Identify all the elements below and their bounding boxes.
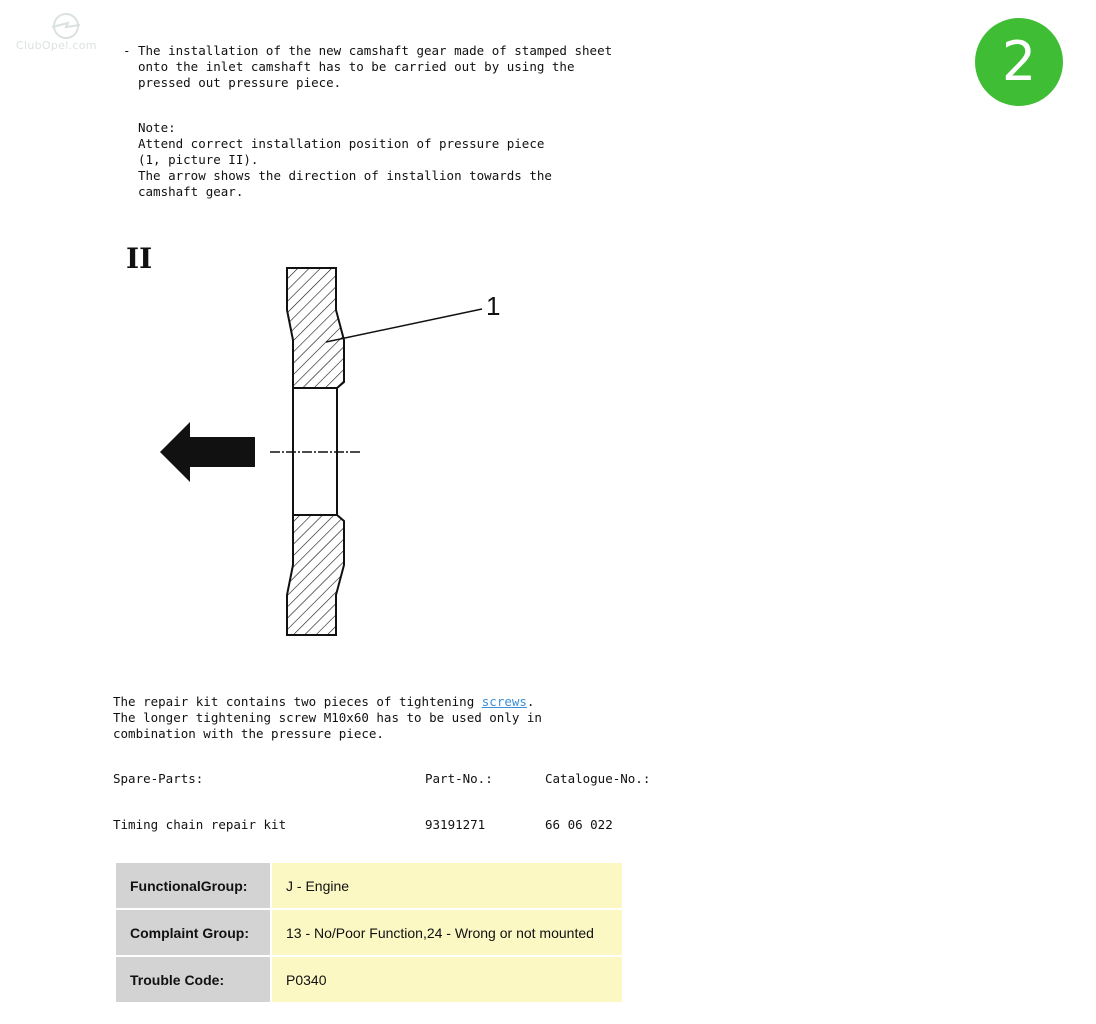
note-line-4: camshaft gear. (138, 184, 244, 199)
pressure-piece-lower-section (287, 515, 344, 635)
callout-leader-line (326, 309, 482, 342)
pressure-piece-upper-section (287, 268, 344, 388)
repair-kit-line-1 (113, 694, 534, 710)
part-no-header: Part-No.: (425, 771, 493, 786)
catalogue-no-header: Catalogue-No.: (545, 771, 651, 786)
opel-logo-icon (16, 12, 116, 42)
note-line-3: The arrow shows the direction of installion towards the (138, 168, 552, 183)
spare-parts-header: Spare-Parts: (113, 771, 204, 786)
table-row (116, 863, 622, 908)
callout-number: 1 (486, 291, 501, 321)
step-number-badge: 2 (975, 18, 1063, 106)
screws-link[interactable]: screws (481, 694, 527, 709)
bullet-dash: - (123, 43, 131, 58)
clubopel-watermark (16, 12, 116, 56)
classification-table (114, 861, 624, 1004)
complaint-group-value: 13 - No/Poor Function,24 - Wrong or not mounted (272, 910, 622, 955)
repair-kit-line-1-end: . (526, 694, 535, 709)
trouble-code-label: Trouble Code: (116, 957, 270, 1002)
functional-group-value: J - Engine (272, 863, 622, 908)
note-line-2: (1, picture II). (138, 152, 259, 167)
instruction-line-3: pressed out pressure piece. (138, 75, 342, 90)
table-row (116, 910, 622, 955)
spare-part-name: Timing chain repair kit (113, 817, 287, 832)
spare-part-number: 93191271 (425, 817, 486, 832)
direction-arrow (160, 422, 255, 482)
watermark-text: ClubOpel.com (16, 39, 97, 52)
note-line-1: Attend correct installation position of pressure piece (138, 136, 545, 151)
table-row (116, 957, 622, 1002)
figure-label: II (126, 242, 153, 275)
complaint-group-label: Complaint Group: (116, 910, 270, 955)
repair-kit-line-3: combination with the pressure piece. (113, 726, 384, 741)
note-heading: Note: (138, 120, 176, 135)
trouble-code-value: P0340 (272, 957, 622, 1002)
pressure-piece-diagram (150, 260, 510, 645)
repair-kit-line-2: The longer tightening screw M10x60 has to be used only in (113, 710, 542, 725)
functional-group-label: FunctionalGroup: (116, 863, 270, 908)
instruction-line-2: onto the inlet camshaft has to be carried out by using the (138, 59, 575, 74)
spare-part-catalogue-number: 66 06 022 (545, 817, 613, 832)
repair-kit-line-1-text: The repair kit contains two pieces of tightening (113, 694, 482, 709)
instruction-line-1: The installation of the new camshaft gear made of stamped sheet (138, 43, 613, 58)
